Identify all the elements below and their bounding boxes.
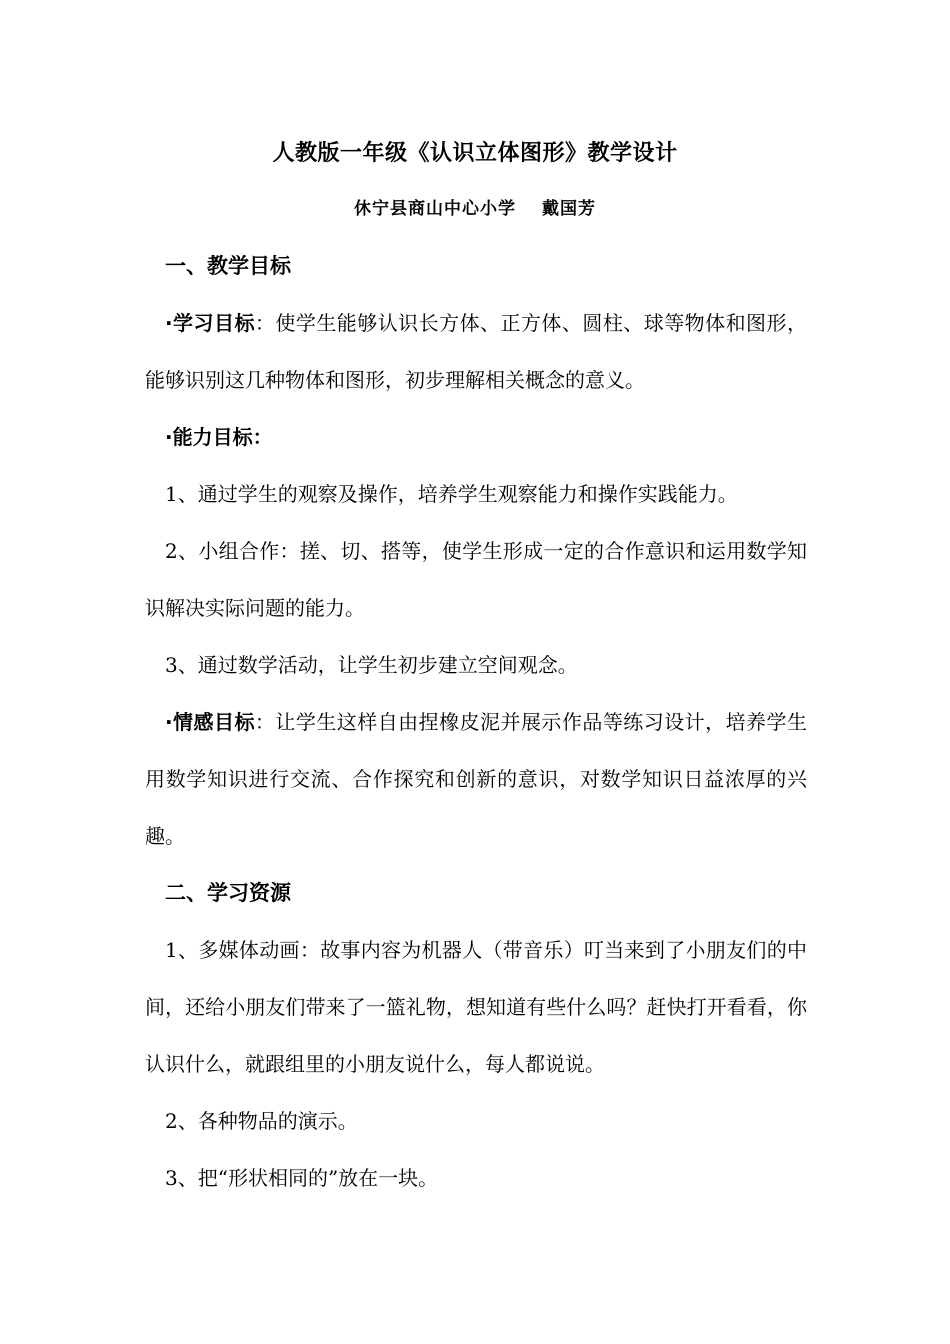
ability-goal-label: ·能力目标：	[165, 425, 273, 449]
learning-goal-text: ：使学生能够认识长方体、正方体、圆柱、球等物体和图形，能够识别这几种物体和图形，初步理解相关概念的意义。	[145, 311, 807, 392]
ability-item: 3、通过数学活动，让学生初步建立空间观念。	[165, 653, 578, 677]
emotion-goal-label: ·情感目标	[165, 710, 255, 734]
author-name: 戴国芳	[542, 199, 596, 219]
ability-item: 2、小组合作：搓、切、搭等，使学生形成一定的合作意识和运用数学知识解决实际问题的能力。	[145, 539, 807, 620]
document-body	[145, 238, 807, 1207]
resource-item: 3、把“形状相同的”放在一块。	[165, 1166, 439, 1190]
emotion-goal-text: ：让学生这样自由捏橡皮泥并展示作品等练习设计，培养学生用数学知识进行交流、合作探究和创新的意识，对数学知识日益浓厚的兴趣。	[145, 710, 807, 848]
author-line	[0, 194, 950, 219]
resource-item: 1、多媒体动画：故事内容为机器人（带音乐）叮当来到了小朋友们的中间，还给小朋友们带来了一篮礼物，想知道有些什么吗？赶快打开看看，你认识什么，就跟组里的小朋友说什么，每人都说说。	[145, 938, 807, 1076]
document-title: 人教版一年级《认识立体图形》教学设计	[272, 141, 678, 166]
ability-item: 1、通过学生的观察及操作，培养学生观察能力和操作实践能力。	[165, 482, 738, 506]
emotion-goal-paragraph	[145, 694, 807, 865]
resource-item: 2、各种物品的演示。	[165, 1109, 358, 1133]
section-heading-resources: 二、学习资源	[165, 881, 291, 905]
author-school: 休宁县商山中心小学	[354, 199, 516, 219]
learning-goal-paragraph	[145, 295, 807, 409]
section-heading-goals: 一、教学目标	[165, 254, 291, 278]
learning-goal-label: ·学习目标	[165, 311, 255, 335]
